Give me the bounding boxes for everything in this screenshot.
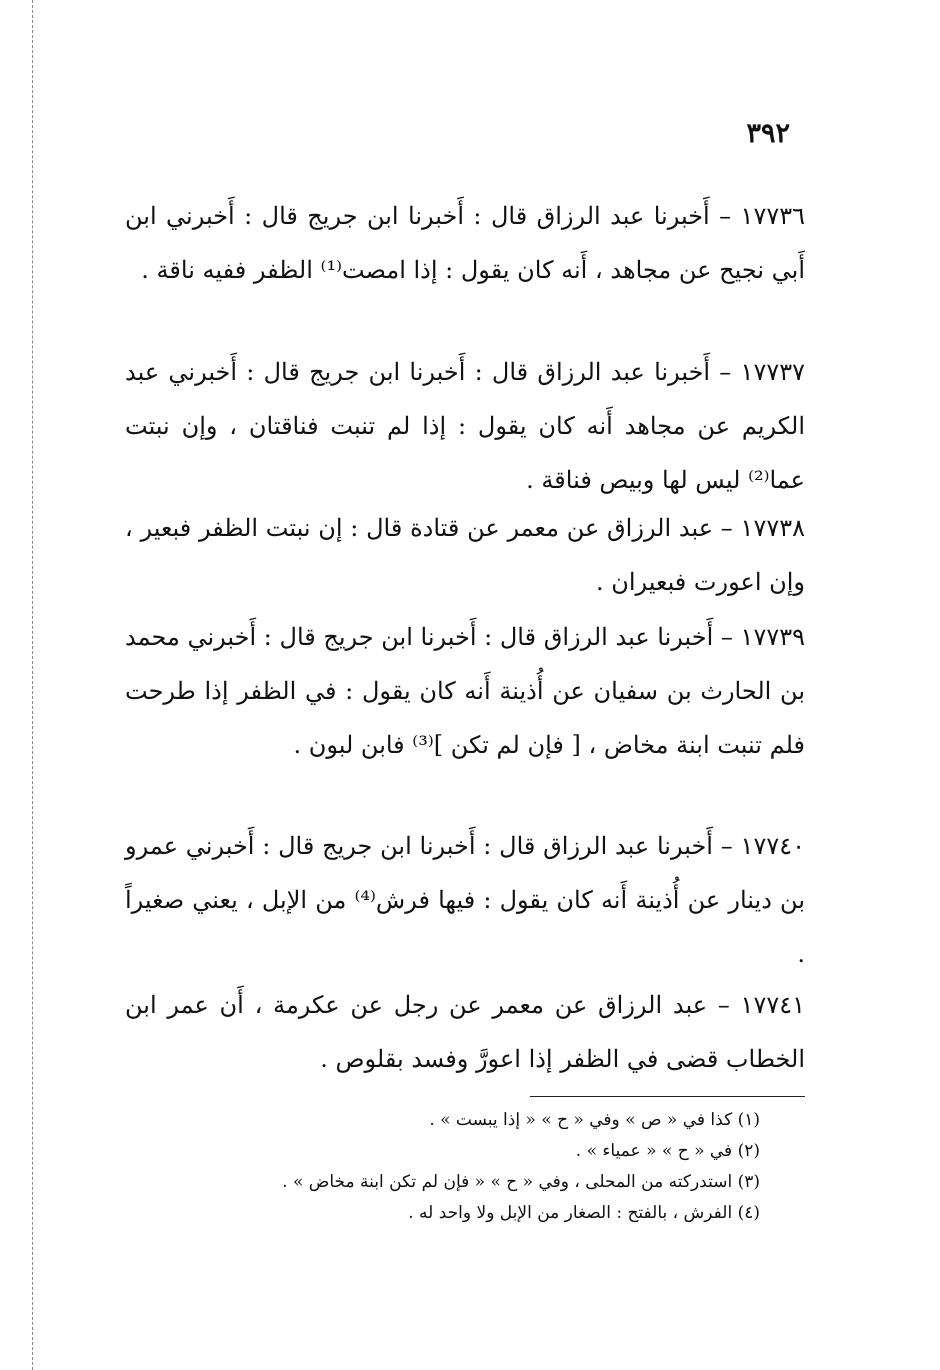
hadith-paragraph: ١٧٧٣٨ – عبد الرزاق عن معمر عن قتادة قال : إن نبتت الظفر فبعير ، وإن اعورت فبعيران . (125, 514, 805, 596)
page-number: ٣٩٢ (746, 118, 790, 149)
footnote: (٤) الفرش ، بالفتح : الصغار من الإبل ولا واحد له . (408, 1203, 760, 1223)
footnote: (٣) استدركته من المحلى ، وفي « ح » « فإن لم تكن ابنة مخاض » . (282, 1172, 760, 1192)
footnote: (١) كذا في « ص » وفي « ح » « إذا يبست » . (429, 1110, 760, 1130)
hadith-paragraph: ١٧٧٣٧ – أَخبرنا عبد الرزاق قال : أَخبرنا ابن جريج قال : أَخبرني عبد الكريم عن مجاهد أَنه كان يقول : إذا لم تنبت فناقتان ، وإن نبتت عما⁽²⁾ ليس لها وبيص فناقة . (125, 358, 805, 494)
hadith-paragraph: ١٧٧٣٩ – أَخبرنا عبد الرزاق قال : أَخبرنا ابن جريج قال : أَخبرني محمد بن الحارث بن سفيان عن أُذينة أَنه كان يقول : في الظفر إذا طرحت فلم تنبت ابنة مخاض ، [ فإن لم تكن ]⁽³⁾ فابن لبون . (125, 623, 805, 759)
hadith-paragraph: ١٧٧٣٦ – أَخبرنا عبد الرزاق قال : أَخبرنا ابن جريج قال : أَخبرني ابن أَبي نجيح عن مجاهد ، أَنه كان يقول : إذا امصت⁽¹⁾ الظفر ففيه ناقة . (125, 202, 805, 284)
margin-dashed-line (32, 0, 33, 1370)
footnotes (200, 1105, 760, 1229)
footnote-separator (530, 1096, 805, 1097)
footnote: (٢) في « ح » « عمياء » . (575, 1141, 760, 1161)
hadith-paragraph: ١٧٧٤٠ – أَخبرنا عبد الرزاق قال : أَخبرنا ابن جريج قال : أَخبرني عمرو بن دينار عن أُذينة أَنه كان يقول : فيها فرش⁽⁴⁾ من الإبل ، يعني صغيراً . (125, 832, 806, 968)
hadith-paragraph: ١٧٧٤١ – عبد الرزاق عن معمر عن رجل عن عكرمة ، أَن عمر ابن الخطاب قضى في الظفر إذا اعورَّ وفسد بقلوص . (125, 991, 805, 1073)
